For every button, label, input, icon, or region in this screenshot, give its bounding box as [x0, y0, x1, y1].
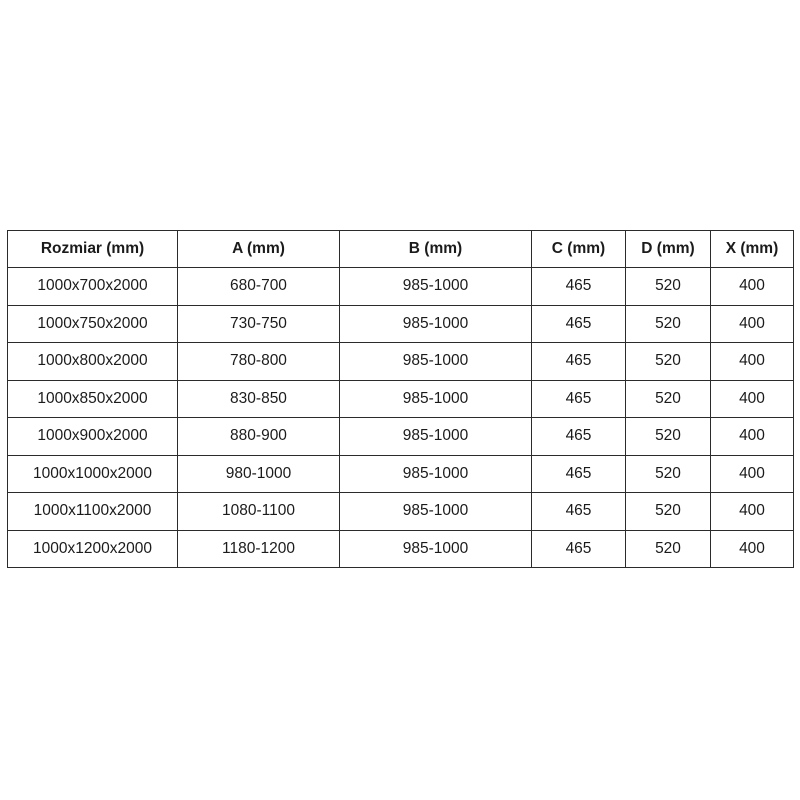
cell-b: 985-1000: [340, 305, 532, 343]
cell-a: 680-700: [178, 268, 340, 306]
cell-a: 880-900: [178, 418, 340, 456]
table-row: [8, 305, 794, 343]
cell-a: 780-800: [178, 343, 340, 381]
cell-rozmiar: 1000x900x2000: [8, 418, 178, 456]
cell-b: 985-1000: [340, 418, 532, 456]
column-header-d: D (mm): [626, 231, 711, 268]
table-row: [8, 455, 794, 493]
cell-a: 1080-1100: [178, 493, 340, 531]
table-row: [8, 418, 794, 456]
cell-x: 400: [711, 343, 794, 381]
cell-a: 830-850: [178, 380, 340, 418]
cell-rozmiar: 1000x1200x2000: [8, 530, 178, 568]
cell-c: 465: [532, 493, 626, 531]
cell-b: 985-1000: [340, 343, 532, 381]
cell-a: 980-1000: [178, 455, 340, 493]
cell-b: 985-1000: [340, 380, 532, 418]
cell-rozmiar: 1000x750x2000: [8, 305, 178, 343]
cell-rozmiar: 1000x1000x2000: [8, 455, 178, 493]
cell-x: 400: [711, 380, 794, 418]
cell-c: 465: [532, 343, 626, 381]
cell-rozmiar: 1000x850x2000: [8, 380, 178, 418]
cell-d: 520: [626, 418, 711, 456]
cell-d: 520: [626, 343, 711, 381]
table-row: [8, 343, 794, 381]
cell-x: 400: [711, 418, 794, 456]
column-header-x: X (mm): [711, 231, 794, 268]
table-row: [8, 530, 794, 568]
table-row: [8, 493, 794, 531]
cell-c: 465: [532, 455, 626, 493]
cell-b: 985-1000: [340, 493, 532, 531]
cell-rozmiar: 1000x800x2000: [8, 343, 178, 381]
cell-d: 520: [626, 268, 711, 306]
column-header-c: C (mm): [532, 231, 626, 268]
cell-c: 465: [532, 418, 626, 456]
column-header-rozmiar: Rozmiar (mm): [8, 231, 178, 268]
cell-x: 400: [711, 305, 794, 343]
cell-c: 465: [532, 380, 626, 418]
table-row: [8, 380, 794, 418]
cell-x: 400: [711, 455, 794, 493]
cell-x: 400: [711, 493, 794, 531]
cell-b: 985-1000: [340, 455, 532, 493]
cell-c: 465: [532, 530, 626, 568]
cell-d: 520: [626, 530, 711, 568]
cell-d: 520: [626, 305, 711, 343]
table-header-row: [8, 231, 794, 268]
cell-a: 730-750: [178, 305, 340, 343]
cell-rozmiar: 1000x1100x2000: [8, 493, 178, 531]
cell-x: 400: [711, 268, 794, 306]
cell-rozmiar: 1000x700x2000: [8, 268, 178, 306]
cell-c: 465: [532, 268, 626, 306]
cell-b: 985-1000: [340, 268, 532, 306]
cell-d: 520: [626, 455, 711, 493]
column-header-a: A (mm): [178, 231, 340, 268]
size-spec-table: [7, 230, 794, 568]
table-row: [8, 268, 794, 306]
cell-x: 400: [711, 530, 794, 568]
cell-d: 520: [626, 493, 711, 531]
cell-c: 465: [532, 305, 626, 343]
cell-b: 985-1000: [340, 530, 532, 568]
size-table-container: [7, 230, 793, 568]
cell-d: 520: [626, 380, 711, 418]
column-header-b: B (mm): [340, 231, 532, 268]
cell-a: 1180-1200: [178, 530, 340, 568]
